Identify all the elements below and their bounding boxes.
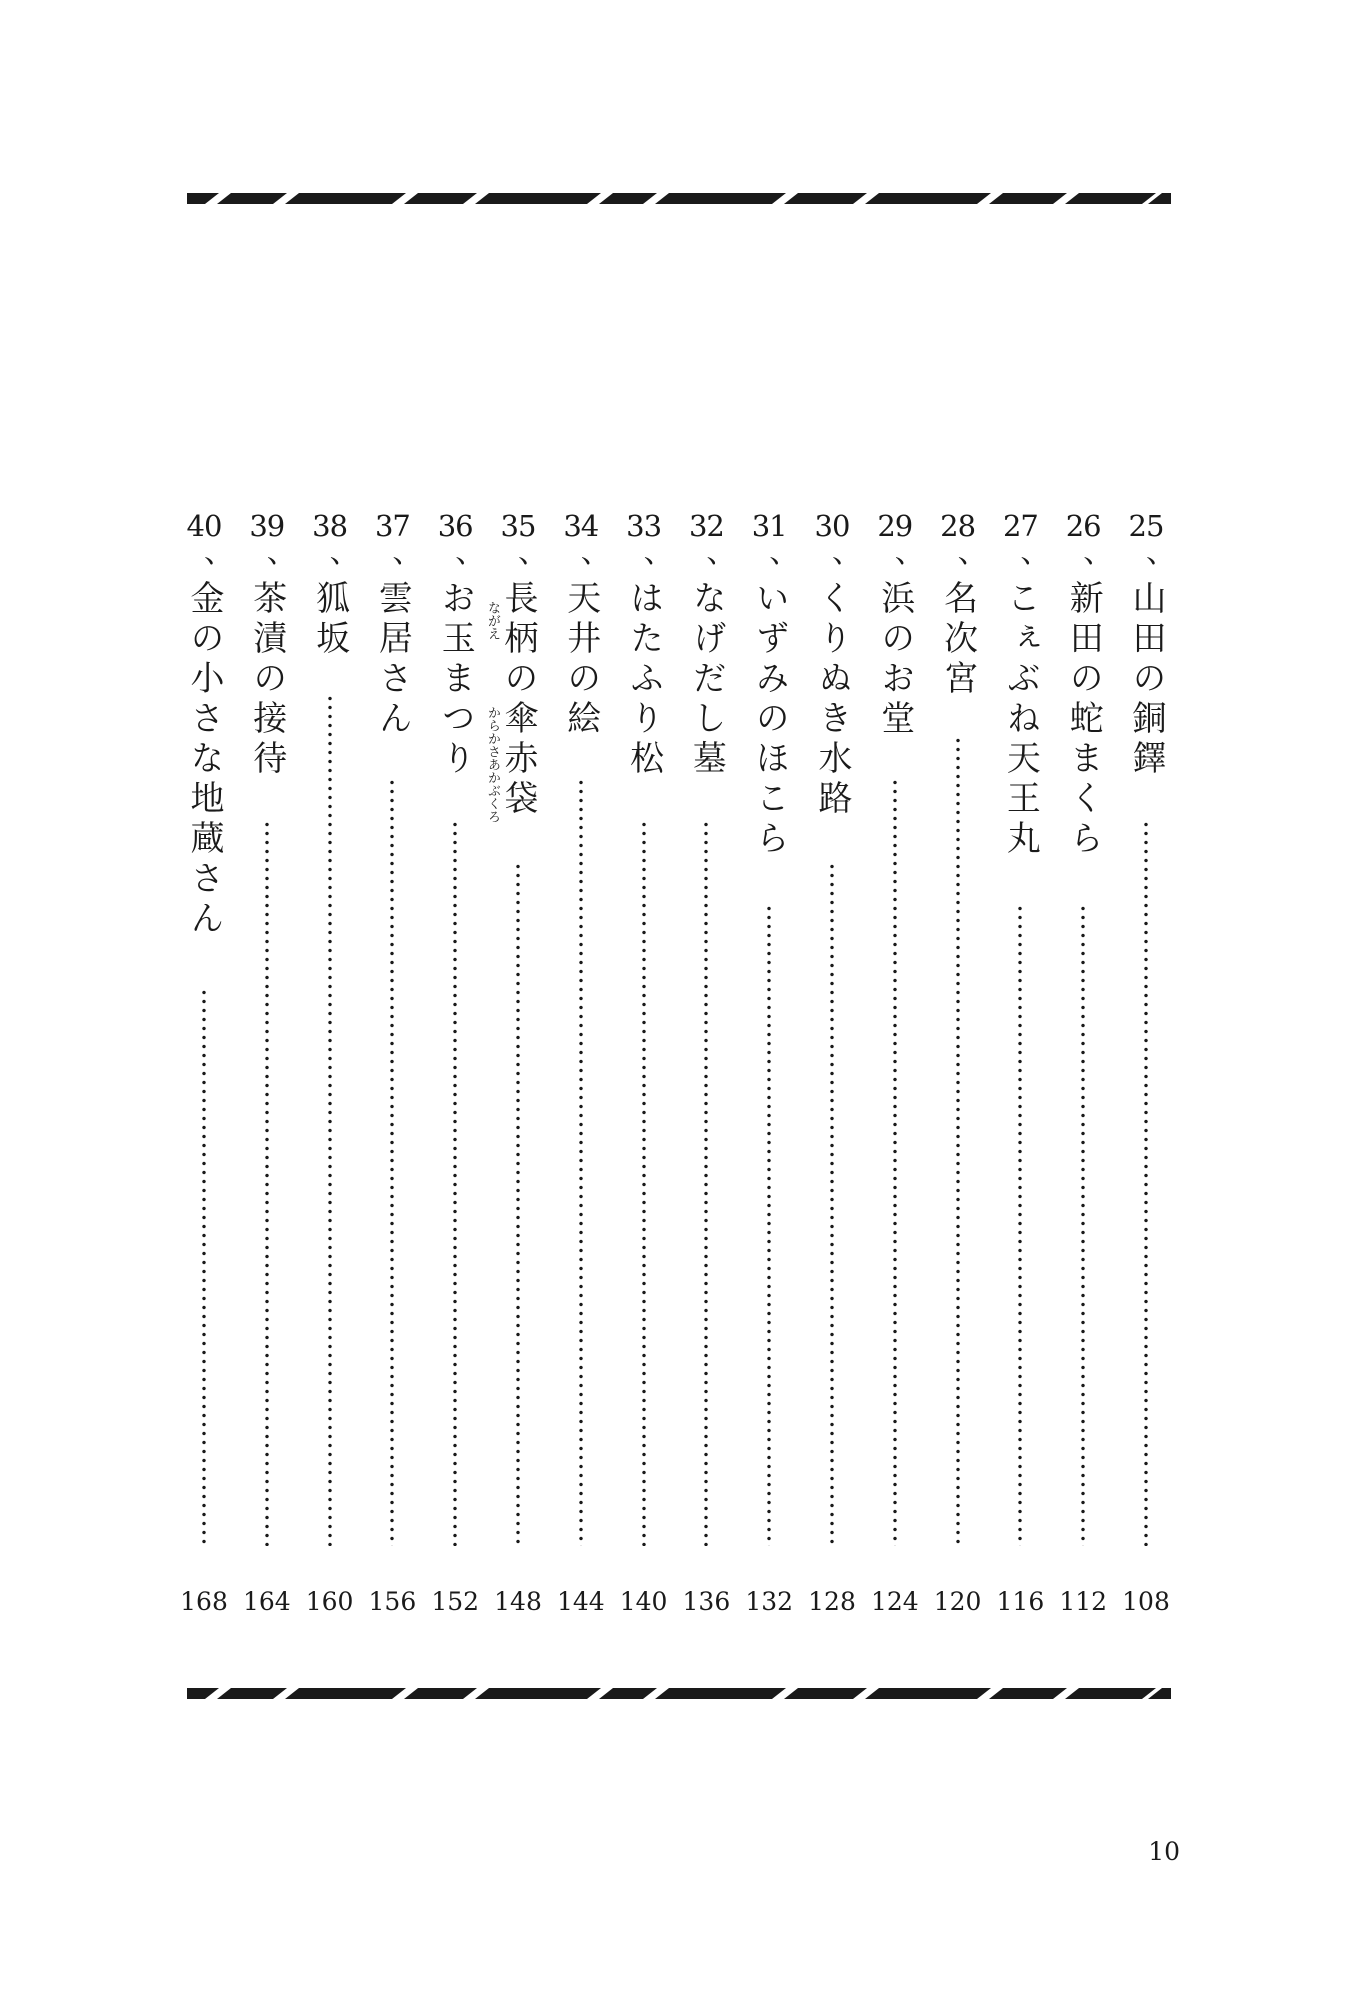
- entry-number: 37: [374, 509, 410, 543]
- toc-entry: [616, 508, 672, 1618]
- entry-number: 26: [1065, 509, 1101, 543]
- entry-separator: 、: [329, 535, 360, 570]
- entry-number: 33: [626, 509, 662, 543]
- dot-leader: [265, 820, 269, 1546]
- dot-leader: [893, 778, 897, 1546]
- dot-leader: [579, 778, 583, 1546]
- entry-page-number: 132: [745, 1587, 794, 1616]
- dot-leader: [956, 736, 960, 1546]
- entry-separator: 、: [894, 535, 925, 570]
- entry-page-number: 164: [242, 1587, 291, 1616]
- entry-separator: 、: [706, 535, 737, 570]
- entry-page-number: 120: [933, 1587, 982, 1616]
- entry-separator: 、: [832, 535, 862, 570]
- entry-separator: 、: [1020, 535, 1051, 570]
- entry-page-number: 128: [808, 1587, 856, 1616]
- entry-title: 茶漬の接待: [246, 580, 287, 780]
- entry-title: こぇぶね天王丸: [1000, 580, 1041, 860]
- entry-number: 38: [312, 509, 348, 543]
- toc-entry: [176, 508, 232, 1618]
- toc-entry: [427, 508, 486, 1618]
- entry-page-number: 156: [368, 1587, 417, 1616]
- entry-separator: 、: [643, 535, 674, 570]
- toc-entry: [553, 508, 609, 1618]
- dot-leader: [1144, 820, 1148, 1546]
- dot-leader: [328, 694, 332, 1546]
- entry-separator: 、: [518, 535, 548, 570]
- entry-separator: 、: [957, 535, 988, 570]
- toc-entry: [1118, 508, 1174, 1618]
- dot-leader: [1081, 904, 1085, 1546]
- entry-number: 32: [688, 509, 724, 543]
- entry-title: 天井の絵: [560, 580, 601, 740]
- entry-page-number: 140: [619, 1587, 668, 1616]
- dot-leader: [642, 820, 646, 1546]
- dot-leader: [830, 862, 834, 1546]
- toc-entry: [302, 508, 358, 1618]
- entry-page-number: 144: [556, 1587, 605, 1616]
- toc-entry: [992, 508, 1051, 1618]
- toc-entry: [804, 508, 860, 1618]
- entry-ruby: ながえ: [485, 601, 500, 640]
- entry-page-number: 112: [1059, 1587, 1108, 1616]
- entry-ruby: からかさあかぶくろ: [485, 706, 500, 823]
- toc-entry: [239, 508, 295, 1618]
- toc-entry: [485, 508, 548, 1618]
- bottom-decorative-rule: [187, 1688, 1171, 1699]
- dot-leader: [1018, 904, 1022, 1546]
- dot-leader: [453, 820, 457, 1546]
- entry-page-number: 148: [494, 1587, 542, 1616]
- entry-page-number: 136: [682, 1587, 731, 1616]
- entry-title: 名次宮: [937, 580, 978, 700]
- entry-page-number: 124: [870, 1587, 919, 1616]
- entry-separator: 、: [204, 535, 234, 570]
- toc-entry: [930, 508, 986, 1618]
- entry-number: 25: [1128, 509, 1164, 543]
- entry-title: 長柄の傘赤袋: [498, 580, 538, 820]
- entry-separator: 、: [1146, 535, 1176, 570]
- entry-number: 36: [437, 509, 473, 543]
- entry-number: 40: [186, 509, 222, 543]
- entry-title: 雲居さん: [372, 580, 413, 740]
- toc-entry: [1055, 508, 1114, 1618]
- entry-separator: 、: [769, 535, 800, 570]
- entry-title: いずみのほこら: [749, 580, 790, 860]
- entry-number: 34: [563, 509, 599, 543]
- entry-number: 31: [751, 509, 787, 543]
- entry-number: 39: [249, 509, 285, 543]
- entry-separator: 、: [266, 535, 297, 570]
- dot-leader: [516, 862, 520, 1546]
- entry-title: 金の小さな地蔵さん: [184, 580, 224, 940]
- entry-title: くりぬき水路: [812, 580, 852, 820]
- entry-separator: 、: [455, 535, 486, 570]
- entry-number: 28: [940, 509, 976, 543]
- entry-title: 新田の蛇まくら: [1063, 580, 1104, 860]
- entry-title: 狐坂: [309, 580, 350, 660]
- entry-page-number: 152: [431, 1587, 480, 1616]
- entry-title: なげだし墓: [686, 580, 727, 780]
- entry-page-number: 160: [305, 1587, 354, 1616]
- page-number: 10: [1148, 1837, 1180, 1866]
- entry-title: はたふり松: [623, 580, 664, 780]
- entry-page-number: 168: [180, 1587, 228, 1616]
- dot-leader: [390, 778, 394, 1546]
- entry-title: 浜のお堂: [874, 580, 915, 740]
- entry-separator: 、: [392, 535, 423, 570]
- entry-number: 35: [500, 509, 536, 543]
- entry-separator: 、: [580, 535, 611, 570]
- entry-number: 30: [814, 509, 850, 543]
- dot-leader: [767, 904, 771, 1546]
- entry-page-number: 108: [1122, 1587, 1170, 1616]
- entry-title: 山田の銅鐸: [1126, 580, 1166, 780]
- entry-title: お玉まつり: [435, 580, 476, 780]
- toc-entry: [867, 508, 923, 1618]
- entry-number: 29: [877, 509, 913, 543]
- toc-entry: [364, 508, 423, 1618]
- toc-entry: [741, 508, 800, 1618]
- entry-separator: 、: [1083, 535, 1114, 570]
- entry-number: 27: [1002, 509, 1038, 543]
- dot-leader: [704, 820, 708, 1546]
- toc-entry: [678, 508, 737, 1618]
- entry-page-number: 116: [996, 1587, 1045, 1616]
- dot-leader: [202, 988, 206, 1546]
